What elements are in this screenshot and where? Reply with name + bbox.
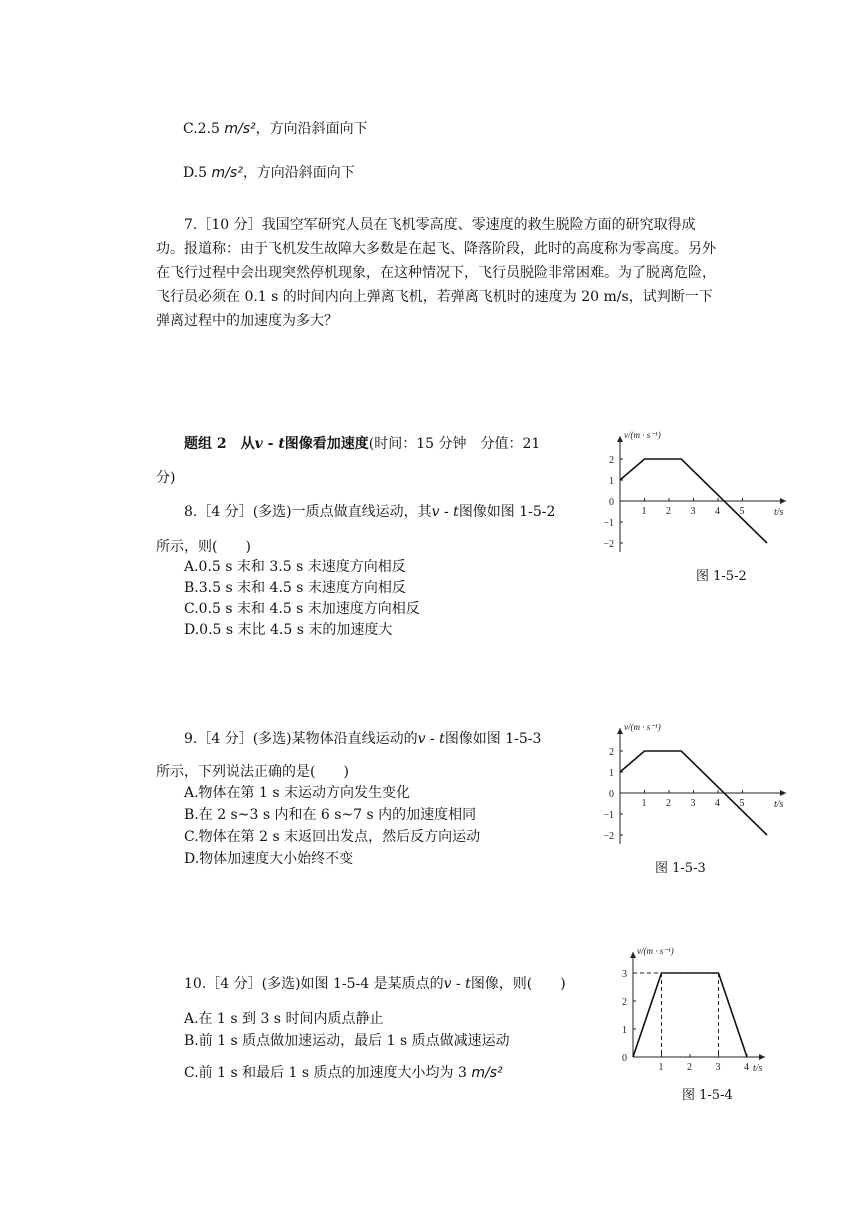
y-axis-arrow bbox=[617, 436, 623, 442]
question-8-stem bbox=[184, 502, 555, 522]
y-axis-label: v/(m · s⁻¹) bbox=[624, 430, 661, 440]
x-axis-arrow bbox=[759, 1054, 765, 1060]
option-c-prev bbox=[183, 119, 368, 139]
stem-vt: v - t bbox=[431, 504, 459, 520]
option-tail: ，方向沿斜面向下 bbox=[255, 121, 368, 137]
question-10-option-c bbox=[184, 1063, 503, 1083]
question-10-option-a: A.在 1 s 到 3 s 时间内质点静止 bbox=[184, 1011, 384, 1027]
y-tick-label: 2 bbox=[609, 455, 614, 466]
y-axis-arrow bbox=[630, 952, 636, 958]
y-tick-label: 2 bbox=[609, 747, 614, 758]
y-axis-label: v/(m · s⁻¹) bbox=[624, 722, 661, 732]
option-a: A.物体在第 1 s 末运动方向发生变化 bbox=[184, 785, 411, 801]
x-axis-arrow bbox=[780, 498, 786, 504]
figure-1-5-4-caption: 图 1-5-4 bbox=[682, 1088, 733, 1103]
group-meta-2: 分) bbox=[156, 470, 176, 486]
option-label: C.2.5 bbox=[183, 121, 220, 137]
stem-c: 图像如图 1-5-3 bbox=[444, 731, 542, 747]
x-tick-label: 1 bbox=[641, 506, 647, 517]
x-tick-label: 2 bbox=[666, 506, 671, 517]
origin-label: 0 bbox=[622, 1053, 627, 1064]
option-d: D.物体加速度大小始终不变 bbox=[184, 851, 354, 867]
stem-c: 图像如图 1-5-2 bbox=[458, 504, 556, 520]
question-8-stem-2: 所示，则( ) bbox=[156, 539, 251, 555]
y-tick-label: 0 bbox=[609, 789, 614, 800]
x-tick-label: 3 bbox=[715, 1062, 721, 1073]
stem-vt: v - t bbox=[443, 976, 471, 992]
x-tick-label: 2 bbox=[687, 1062, 692, 1073]
x-tick-label: 4 bbox=[715, 798, 720, 809]
x-axis-arrow bbox=[780, 790, 786, 796]
x-tick-label: 4 bbox=[715, 506, 720, 517]
y-tick-label: 1 bbox=[622, 1025, 627, 1036]
question-10-option-b: B.前 1 s 质点做加速运动，最后 1 s 质点做减速运动 bbox=[184, 1033, 510, 1049]
question-8-options bbox=[184, 557, 420, 641]
figure-1-5-3-caption: 图 1-5-3 bbox=[655, 861, 706, 876]
stem-c: 图像，则( ) bbox=[470, 976, 566, 992]
question-9-stem-2: 所示，下列说法正确的是( ) bbox=[156, 764, 349, 780]
option-c: C.0.5 s 末和 4.5 s 末加速度方向相反 bbox=[184, 601, 420, 617]
series-line bbox=[633, 973, 747, 1057]
y-tick-label: 2 bbox=[622, 997, 627, 1008]
y-tick-label: 1 bbox=[609, 768, 614, 779]
unit: m/s² bbox=[211, 165, 243, 181]
group-title-vt: v - t bbox=[254, 436, 285, 452]
group-meta: (时间：15 分钟 分值：21 bbox=[368, 436, 541, 452]
unit: m/s² bbox=[224, 121, 256, 137]
y-tick-label: −1 bbox=[603, 810, 614, 821]
group-title-a: 题组 2 从 bbox=[184, 436, 255, 452]
group-title bbox=[184, 434, 540, 454]
y-tick-label: −2 bbox=[603, 539, 614, 550]
stem-a: 10.［4 分］(多选)如图 1-5-4 是某质点的 bbox=[184, 976, 444, 992]
x-axis-label: t/s bbox=[774, 799, 784, 810]
x-tick-label: 2 bbox=[666, 798, 671, 809]
question-9-stem bbox=[184, 729, 541, 749]
figure-1-5-4 bbox=[615, 944, 775, 1084]
x-tick-label: 3 bbox=[690, 798, 696, 809]
option-b: B.在 2 s~3 s 内和在 6 s~7 s 内的加速度相同 bbox=[184, 807, 477, 823]
option-c-text: C.前 1 s 和最后 1 s 质点的加速度大小均为 3 bbox=[184, 1065, 467, 1081]
x-tick-label: 3 bbox=[690, 506, 696, 517]
x-tick-label: 4 bbox=[744, 1062, 749, 1073]
x-tick-label: 1 bbox=[658, 1062, 664, 1073]
x-tick-label: 1 bbox=[641, 798, 647, 809]
option-d-prev bbox=[183, 163, 355, 183]
figure-1-5-3 bbox=[603, 720, 798, 850]
x-tick-label: 5 bbox=[739, 506, 745, 517]
x-axis-label: t/s bbox=[774, 507, 784, 518]
option-c: C.物体在第 2 s 末返回出发点，然后反方向运动 bbox=[184, 829, 481, 845]
x-axis-label: t/s bbox=[753, 1063, 763, 1074]
y-tick-label: −2 bbox=[603, 831, 614, 842]
option-tail: ，方向沿斜面向下 bbox=[242, 165, 355, 181]
question-10-stem bbox=[184, 974, 566, 994]
y-tick-label: 1 bbox=[609, 476, 614, 487]
x-tick-label: 5 bbox=[739, 798, 745, 809]
option-b: B.3.5 s 末和 4.5 s 末速度方向相反 bbox=[184, 580, 406, 596]
stem-a: 9.［4 分］(多选)某物体沿直线运动的 bbox=[184, 731, 418, 747]
option-label: D.5 bbox=[183, 165, 208, 181]
stem-a: 8.［4 分］(多选)一质点做直线运动，其 bbox=[184, 504, 432, 520]
group-title-c: 图像看加速度 bbox=[284, 436, 369, 452]
figure-1-5-2 bbox=[603, 428, 798, 558]
y-tick-label: −1 bbox=[603, 518, 614, 529]
figure-1-5-2-caption: 图 1-5-2 bbox=[696, 569, 747, 584]
y-axis-arrow bbox=[617, 728, 623, 734]
unit: m/s² bbox=[471, 1065, 503, 1081]
stem-vt: v - t bbox=[417, 731, 445, 747]
question-9-options bbox=[184, 782, 480, 870]
option-d: D.0.5 s 末比 4.5 s 末的加速度大 bbox=[184, 622, 393, 638]
question-7: 7.［10 分］我国空军研究人员在飞机零高度、零速度的救生脱险方面的研究取得成功。报道称：由于飞机发生故障大多数是在起飞、降落阶段，此时的高度称为零高度。另外在飞行过程中会出现突然停机现象，在这种情况下，飞行员脱险非常困难。为了脱离危险，飞行员必须在 0.1 s 的时间内向上弹离飞机，若弹离飞机时的速度为 20 m/s，试判断一下弹离过程中的加速度为多大？ bbox=[156, 217, 716, 329]
y-tick-label: 0 bbox=[609, 497, 614, 508]
option-a: A.0.5 s 末和 3.5 s 末速度方向相反 bbox=[184, 559, 406, 575]
y-axis-label: v/(m · s⁻¹) bbox=[637, 946, 674, 956]
y-tick-label: 3 bbox=[622, 969, 627, 980]
